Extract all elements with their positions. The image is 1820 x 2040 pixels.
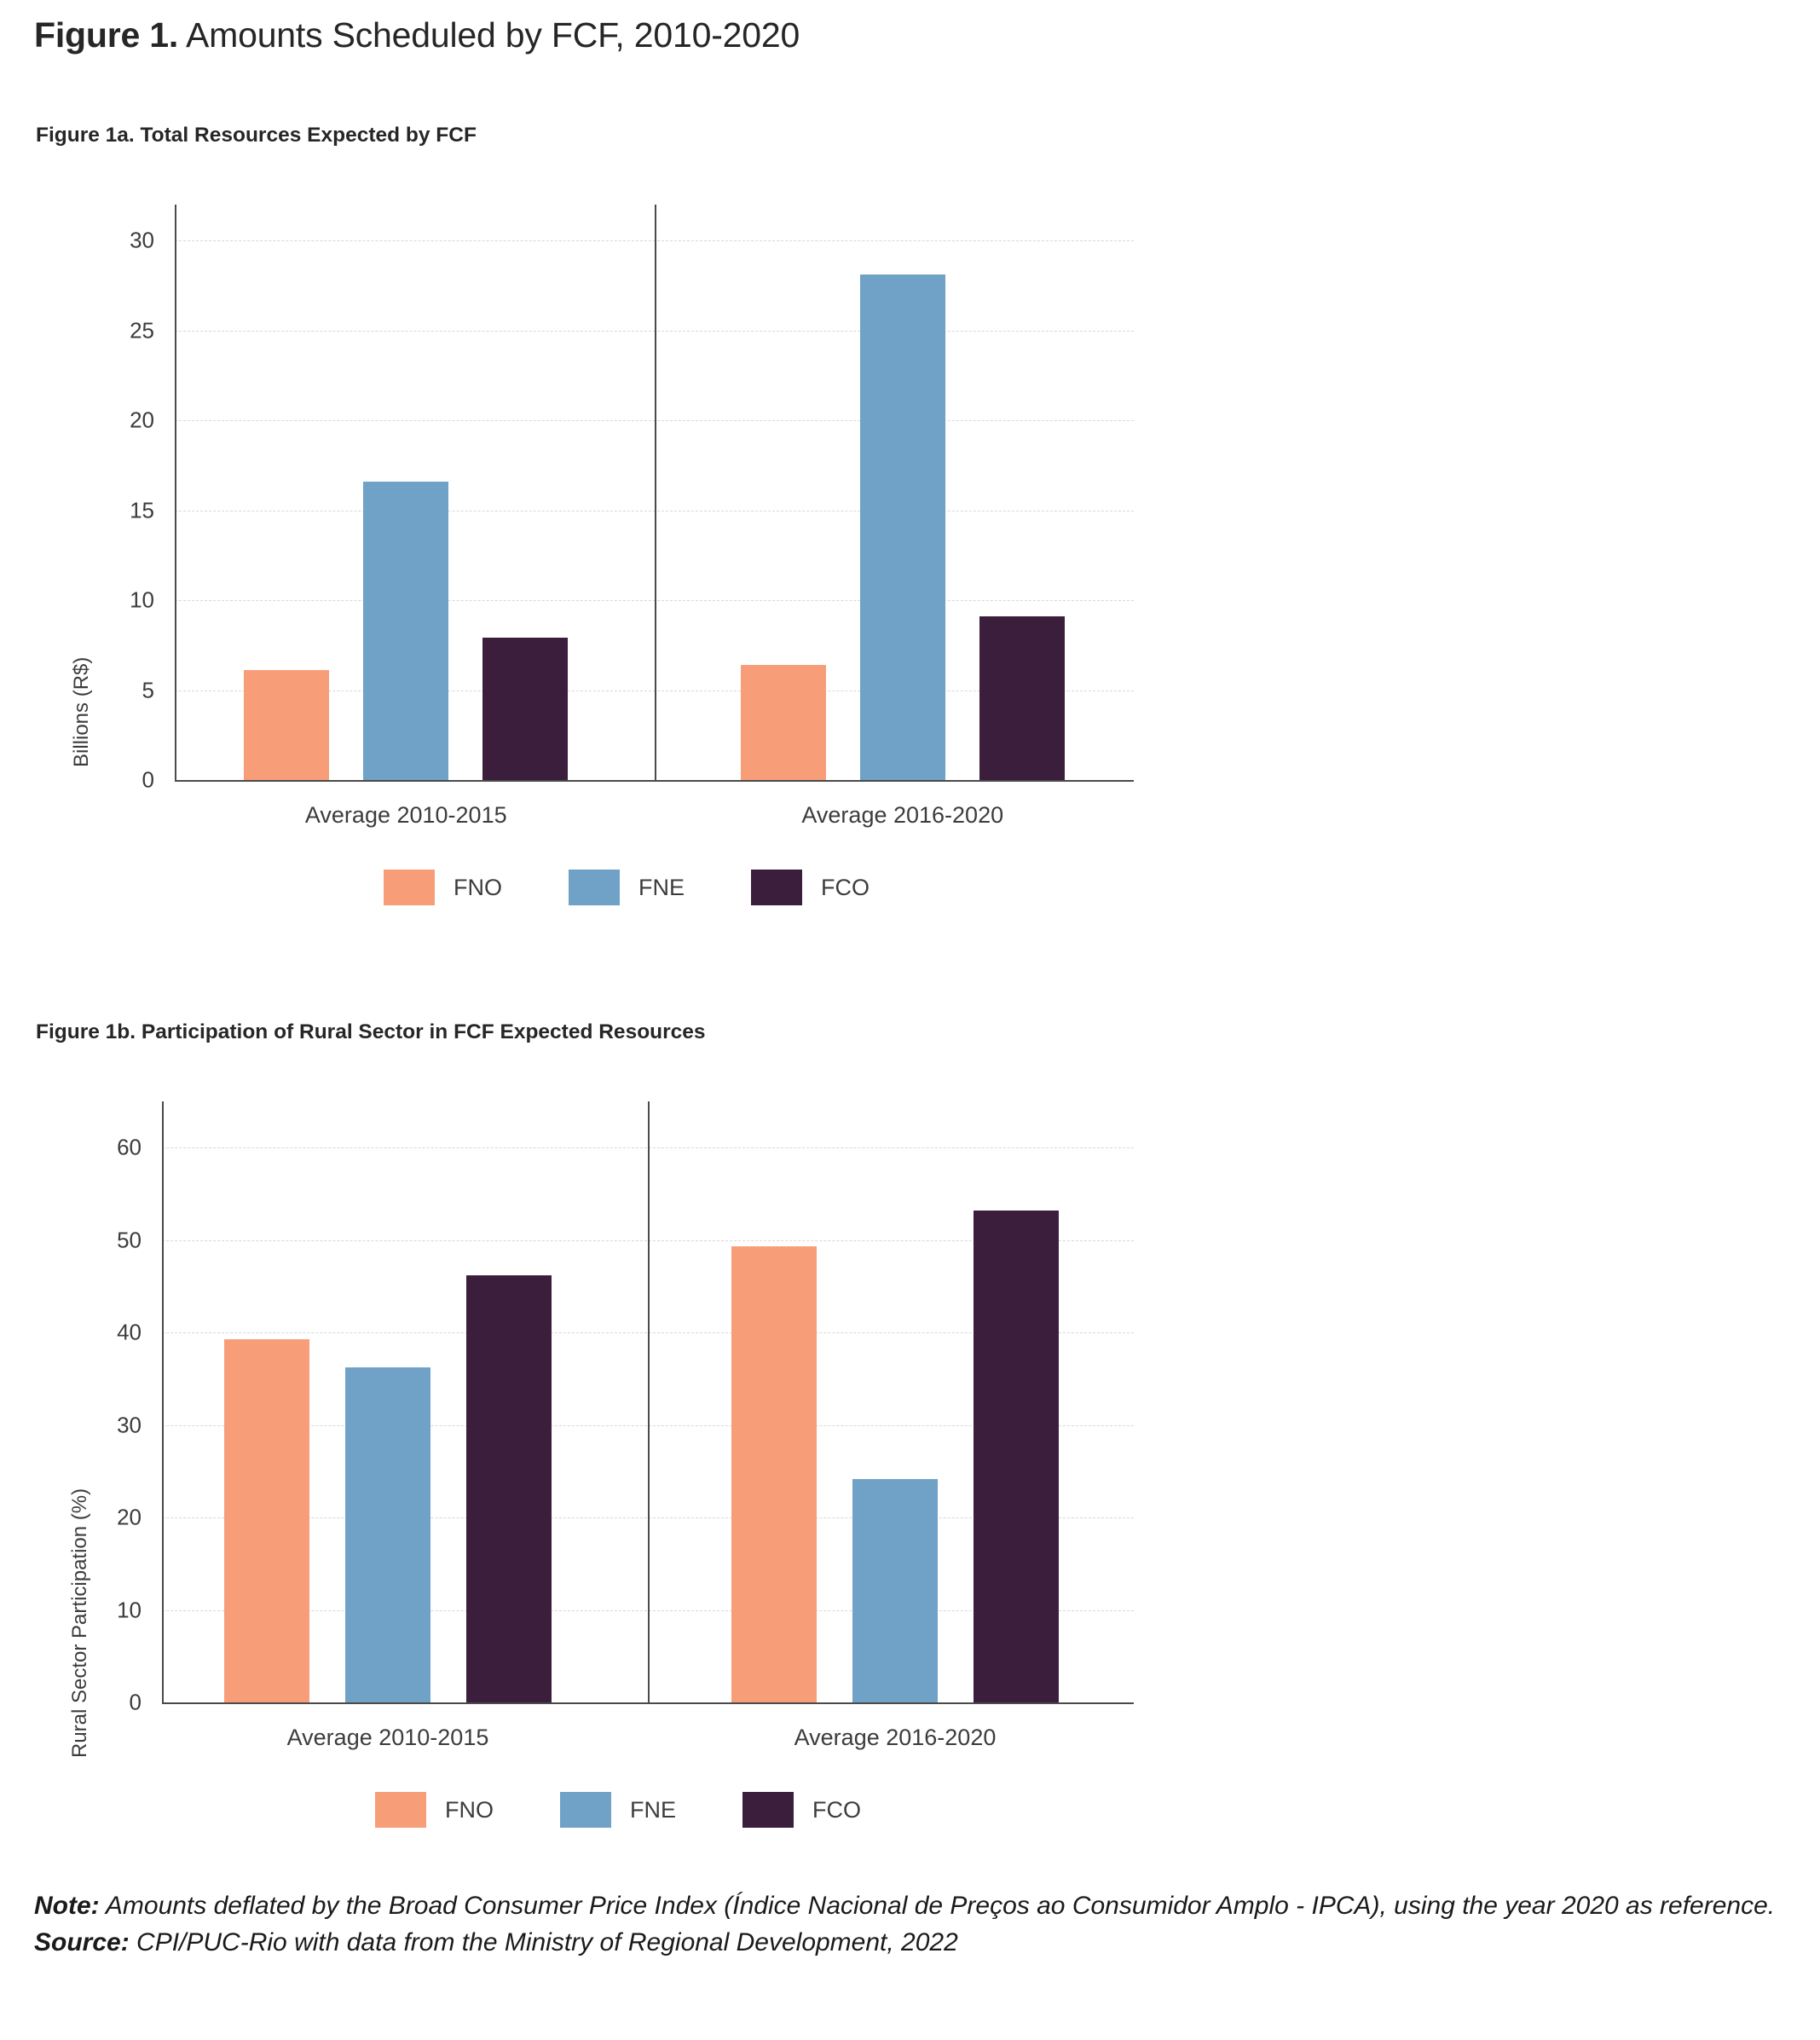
legend-swatch-fno [375, 1792, 426, 1828]
legend-label-fno: FNO [454, 874, 502, 900]
plot-area [0, 179, 1820, 929]
group-divider [655, 205, 656, 780]
plot-area [0, 1076, 1820, 1826]
footer-source [34, 1925, 1786, 1962]
footer-source-text: CPI/PUC-Rio with data from the Ministry of Regional Development, 2022 [129, 1927, 958, 1956]
legend-swatch-fne [569, 870, 620, 905]
x-axis-line [162, 1702, 1134, 1704]
legend-swatch-fco [742, 1792, 794, 1828]
bar-fne-group-2 [860, 275, 945, 780]
y-axis-tick-label: 0 [129, 1689, 142, 1715]
page-title [34, 15, 800, 55]
x-axis-group-label: Average 2016-2020 [794, 1725, 997, 1750]
chart-b-subtitle: Figure 1b. Participation of Rural Sector in FCF Expected Resources [36, 1020, 706, 1043]
x-axis-line [175, 780, 1134, 782]
page-title-prefix: Figure 1. [34, 15, 179, 55]
legend-label-fno: FNO [445, 1796, 494, 1823]
bar-fne-group-1 [363, 482, 448, 780]
y-axis-tick-label: 25 [130, 317, 154, 344]
chart-figure-1a [0, 179, 1820, 929]
x-axis-group-label: Average 2016-2020 [801, 802, 1004, 828]
y-axis-tick-label: 10 [130, 587, 154, 613]
chart-figure-1b [0, 1076, 1820, 1826]
y-axis-tick-label: 20 [130, 407, 154, 433]
y-axis-tick-label: 50 [117, 1227, 142, 1253]
y-axis-tick-label: 0 [142, 766, 154, 793]
legend-item-fco [742, 1792, 927, 1828]
y-axis-tick-label: 10 [117, 1597, 142, 1623]
group-divider [648, 1101, 650, 1702]
bar-fco-group-2 [979, 616, 1065, 780]
chart-legend [384, 870, 936, 905]
y-axis-tick-label: 60 [117, 1134, 142, 1160]
figure-footer [34, 1888, 1786, 1961]
y-axis-line [175, 205, 176, 780]
bar-fco-group-1 [466, 1275, 552, 1702]
x-axis-group-label: Average 2010-2015 [304, 802, 507, 828]
y-axis-tick-label: 40 [117, 1319, 142, 1345]
legend-label-fco: FCO [812, 1796, 861, 1823]
footer-note-lead: Note: [34, 1892, 100, 1920]
legend-label-fne: FNE [630, 1796, 676, 1823]
y-axis-label: Billions (R$) [70, 656, 93, 767]
bar-fco-group-1 [482, 638, 568, 780]
legend-item-fne [560, 1792, 742, 1828]
legend-label-fne: FNE [638, 874, 685, 900]
page-title-text: Amounts Scheduled by FCF, 2010-2020 [178, 15, 800, 55]
y-axis-tick-label: 20 [117, 1504, 142, 1530]
bar-fno-group-1 [224, 1339, 309, 1702]
y-axis-label: Rural Sector Participation (%) [68, 1488, 91, 1758]
legend-swatch-fne [560, 1792, 611, 1828]
y-axis-tick-label: 15 [130, 497, 154, 523]
footer-note [34, 1888, 1786, 1925]
legend-swatch-fno [384, 870, 435, 905]
footer-note-text: Amounts deflated by the Broad Consumer Price Index (Índice Nacional de Preços ao Consumidor Amplo - IPCA), using the year 2020 as reference. [99, 1892, 1776, 1920]
x-axis-group-label: Average 2010-2015 [286, 1725, 489, 1750]
bar-fne-group-2 [852, 1479, 938, 1702]
bar-fno-group-2 [731, 1246, 817, 1702]
y-axis-tick-label: 30 [130, 227, 154, 253]
footer-source-lead: Source: [34, 1927, 130, 1956]
chart-legend [375, 1792, 927, 1828]
legend-item-fno [375, 1792, 560, 1828]
chart-a-subtitle: Figure 1a. Total Resources Expected by FCF [36, 124, 477, 147]
legend-swatch-fco [751, 870, 802, 905]
bar-fne-group-1 [345, 1367, 430, 1702]
y-axis-tick-label: 5 [142, 677, 154, 703]
bar-fco-group-2 [974, 1211, 1059, 1702]
legend-item-fno [384, 870, 569, 905]
y-axis-tick-label: 30 [117, 1412, 142, 1438]
legend-item-fco [751, 870, 936, 905]
legend-item-fne [569, 870, 751, 905]
legend-label-fco: FCO [821, 874, 870, 900]
bar-fno-group-2 [741, 665, 826, 780]
bar-fno-group-1 [244, 670, 329, 780]
y-axis-line [162, 1101, 164, 1702]
